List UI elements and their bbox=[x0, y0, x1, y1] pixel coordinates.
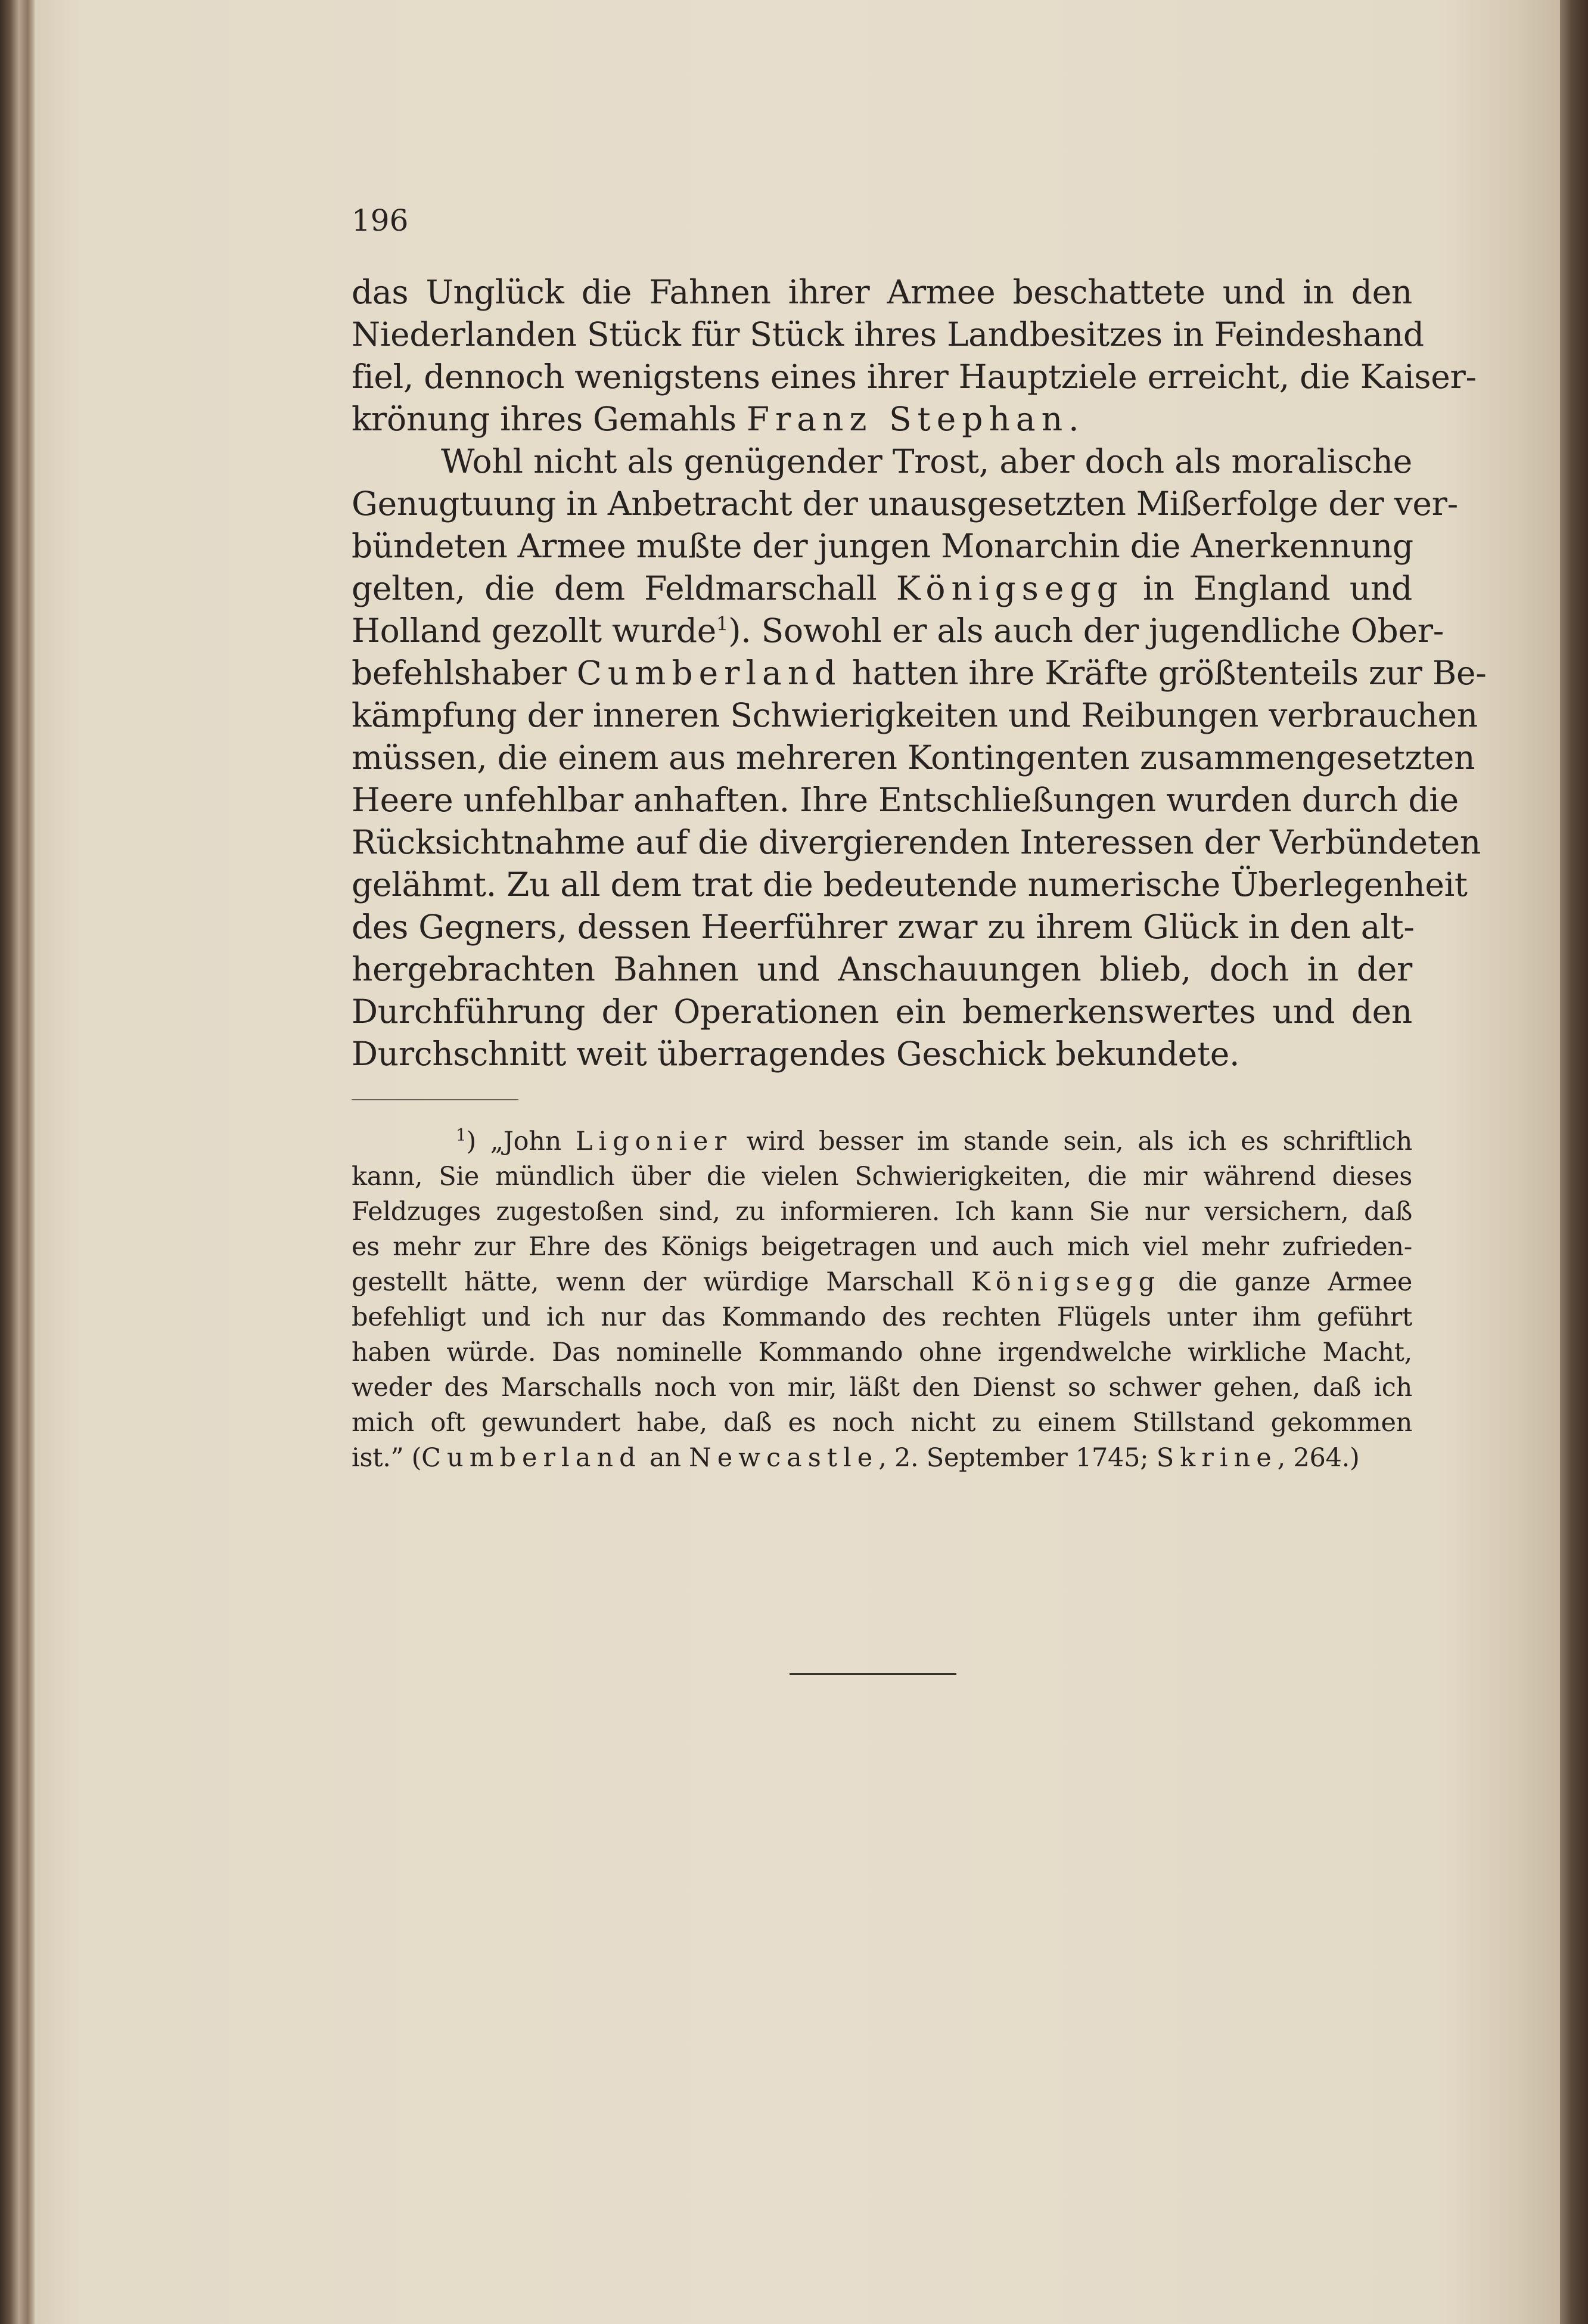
spaced-name: Ligonier bbox=[575, 1127, 732, 1156]
body-line-text: fiel, dennoch wenigstens eines ihrer Hauptziele erreicht, die Kaiser- bbox=[352, 358, 1477, 396]
body-line bbox=[352, 864, 1468, 906]
body-line bbox=[352, 567, 1412, 610]
footnote-reference: 1 bbox=[716, 612, 729, 635]
body-line-text: . bbox=[1068, 400, 1079, 438]
footnote-line-text: befehligt und ich nur das Kommando des rechten Flügels unter ihm geführt bbox=[352, 1302, 1412, 1332]
footnote-line-text: an bbox=[641, 1443, 689, 1473]
page-number: 196 bbox=[352, 203, 409, 238]
page-text-area bbox=[352, 203, 1487, 1476]
body-line-text: befehlshaber bbox=[352, 654, 577, 692]
footnote-line bbox=[352, 1159, 1412, 1194]
body-line-text: in England und bbox=[1123, 569, 1413, 607]
body-text bbox=[352, 271, 1487, 1075]
spaced-name: Königsegg bbox=[896, 569, 1124, 607]
body-line bbox=[352, 314, 1424, 356]
body-line bbox=[352, 525, 1412, 567]
spaced-name: Cumberland bbox=[576, 654, 842, 692]
body-line-text: Holland gezollt wurde bbox=[352, 612, 717, 650]
spaced-name: Skrine bbox=[1156, 1443, 1278, 1473]
body-line bbox=[352, 991, 1412, 1033]
footnote-line-text: gestellt hätte, wenn der würdige Marschall bbox=[352, 1267, 971, 1297]
footnote-line bbox=[352, 1265, 1412, 1300]
body-line-text: Durchführung der Operationen ein bemerkenswertes und den bbox=[352, 992, 1412, 1031]
footnote bbox=[352, 1124, 1412, 1476]
footnote-line bbox=[352, 1370, 1412, 1405]
body-line-text: Heere unfehlbar anhaften. Ihre Entschließungen wurden durch die bbox=[352, 781, 1459, 819]
body-line bbox=[352, 779, 1459, 821]
body-line bbox=[352, 694, 1478, 737]
spaced-name: Newcastle bbox=[689, 1443, 879, 1473]
footnote-line-text: ) „John bbox=[466, 1127, 576, 1156]
body-line-text: krönung ihres Gemahls bbox=[352, 400, 747, 438]
body-line-text: Rücksichtnahme auf die divergierenden Interessen der Verbündeten bbox=[352, 823, 1481, 861]
chapter-end-rule bbox=[790, 1673, 956, 1675]
body-line-text: kämpfung der inneren Schwierigkeiten und Reibungen verbrauchen bbox=[352, 696, 1478, 734]
body-line-text: hergebrachten Bahnen und Anschauungen blieb, doch in der bbox=[352, 950, 1412, 988]
footnote-line-text: , 2. September 1745; bbox=[878, 1443, 1157, 1473]
body-line-text: Wohl nicht als genügender Trost, aber doch als moralische bbox=[441, 442, 1412, 480]
footnote-marker: 1 bbox=[456, 1125, 467, 1145]
body-line bbox=[352, 906, 1415, 948]
footnote-line bbox=[352, 1124, 1412, 1159]
body-line-text: Genugtuung in Anbetracht der unausgesetzten Mißerfolge der ver- bbox=[352, 485, 1458, 523]
body-line bbox=[352, 821, 1481, 864]
body-line bbox=[352, 1033, 1412, 1075]
book-spine-left bbox=[0, 0, 35, 2324]
body-line bbox=[352, 652, 1487, 694]
spaced-name: Cumberland bbox=[421, 1443, 642, 1473]
footnote-line bbox=[352, 1335, 1412, 1370]
footnote-line-text: Feldzuges zugestoßen sind, zu informieren. Ich kann Sie nur versichern, daß bbox=[352, 1197, 1412, 1227]
footnote-line-text: weder des Marschalls noch von mir, läßt den Dienst so schwer gehen, daß ich bbox=[352, 1373, 1412, 1403]
footnote-line-text: es mehr zur Ehre des Königs beigetragen und auch mich viel mehr zufrieden- bbox=[352, 1232, 1412, 1262]
footnote-separator-rule bbox=[352, 1099, 518, 1100]
body-line-text: hatten ihre Kräfte größtenteils zur Be- bbox=[841, 654, 1487, 692]
spaced-name: Königsegg bbox=[971, 1267, 1161, 1297]
footnote-line-text: , 264.) bbox=[1277, 1443, 1360, 1473]
footnote-line-text: haben würde. Das nominelle Kommando ohne irgendwelche wirkliche Macht, bbox=[352, 1338, 1412, 1367]
body-line-text: des Gegners, dessen Heerführer zwar zu ihrem Glück in den alt- bbox=[352, 908, 1415, 946]
body-line bbox=[352, 610, 1444, 652]
body-line-text: Niederlanden Stück für Stück ihres Landbesitzes in Feindeshand bbox=[352, 315, 1424, 353]
body-line-text: das Unglück die Fahnen ihrer Armee beschattete und in den bbox=[352, 273, 1412, 311]
page-edge-right bbox=[1560, 0, 1588, 2324]
body-line-text: gelten, die dem Feldmarschall bbox=[352, 569, 896, 607]
footnote-line-text: wird besser im stande sein, als ich es schriftlich bbox=[732, 1127, 1412, 1156]
footnote-line-text: die ganze Armee bbox=[1161, 1267, 1412, 1297]
body-line bbox=[352, 483, 1458, 525]
footnote-line bbox=[352, 1405, 1412, 1441]
body-line-text: müssen, die einem aus mehreren Kontingenten zusammengesetzten bbox=[352, 739, 1475, 777]
footnote-line bbox=[352, 1300, 1412, 1335]
footnote-line-text: mich oft gewundert habe, daß es noch nicht zu einem Stillstand gekommen bbox=[352, 1408, 1412, 1438]
footnote-line bbox=[352, 1194, 1412, 1230]
footnote-line-text: ist.” ( bbox=[352, 1443, 422, 1473]
body-line-text: gelähmt. Zu all dem trat die bedeutende numerische Überlegenheit bbox=[352, 865, 1468, 904]
body-line bbox=[352, 356, 1477, 398]
body-line-text: Durchschnitt weit überragendes Geschick bekundete. bbox=[352, 1035, 1240, 1073]
body-line-text: bündeten Armee mußte der jungen Monarchin die Anerkennung bbox=[352, 527, 1413, 565]
body-line bbox=[352, 440, 1412, 483]
spaced-name: Franz Stephan bbox=[746, 400, 1069, 438]
body-line-text: ). Sowohl er als auch der jugendliche Ober- bbox=[728, 612, 1444, 650]
body-line bbox=[352, 948, 1412, 991]
body-line bbox=[352, 398, 1412, 440]
footnote-line bbox=[352, 1441, 1412, 1476]
body-line bbox=[352, 271, 1412, 314]
footnote-line bbox=[352, 1230, 1412, 1265]
body-line bbox=[352, 737, 1475, 779]
footnote-line-text: kann, Sie mündlich über die vielen Schwierigkeiten, die mir während dieses bbox=[352, 1162, 1412, 1192]
